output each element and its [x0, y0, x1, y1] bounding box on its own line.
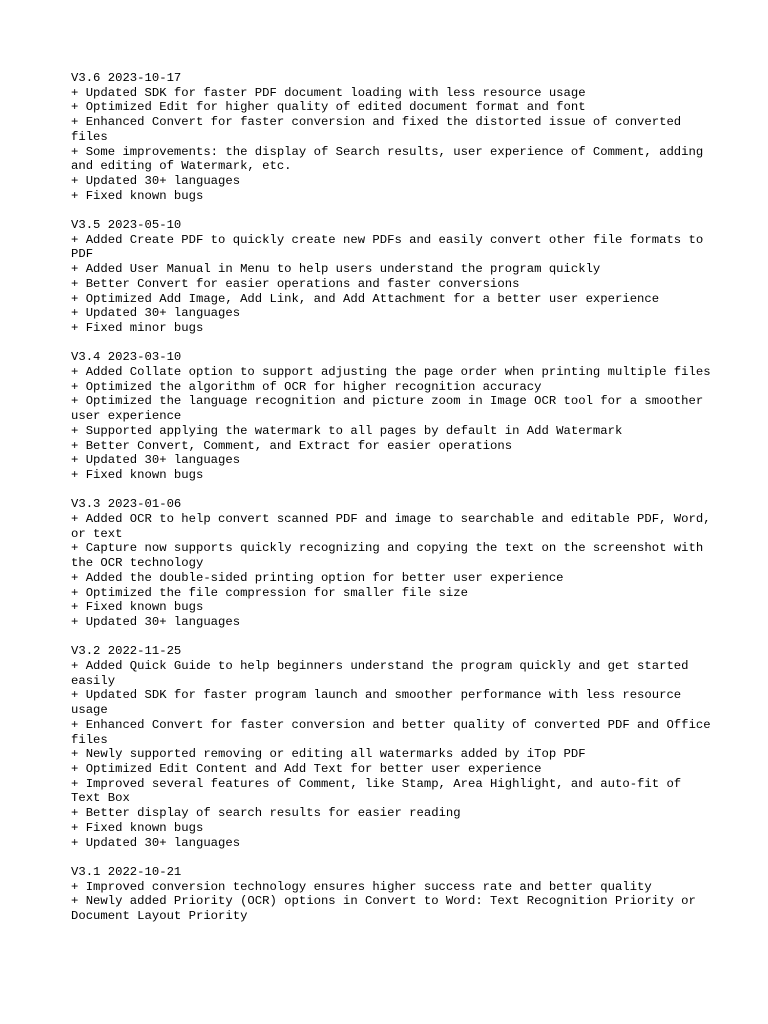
release-version-line: V3.4 2023-03-10: [71, 350, 182, 365]
release-note-item: + Optimized Add Image, Add Link, and Add Attachment for a better user experience: [71, 291, 660, 306]
release-note-item: + Fixed known bugs: [71, 820, 204, 835]
release-note-item: + Updated SDK for faster PDF document loading with less resource usage: [71, 85, 586, 100]
release-note-item: + Fixed known bugs: [71, 600, 204, 615]
release-version-line: V3.1 2022-10-21: [71, 864, 182, 879]
release-note-item: + Added User Manual in Menu to help users understand the program quickly: [71, 262, 601, 277]
release-note-item: + Added OCR to help convert scanned PDF and image to searchable and editable PDF, Word, or text: [71, 512, 718, 541]
release-note-item: + Enhanced Convert for faster conversion and fixed the distorted issue of converted files: [71, 115, 689, 144]
release-note-item: + Fixed minor bugs: [71, 320, 204, 335]
release-block: [71, 350, 711, 482]
release-note-item: + Optimized the file compression for smaller file size: [71, 585, 468, 600]
release-note-item: + Optimized the algorithm of OCR for higher recognition accuracy: [71, 379, 542, 394]
release-note-item: + Added Collate option to support adjusting the page order when printing multiple files: [71, 365, 711, 380]
release-note-item: + Updated SDK for faster program launch and smoother performance with less resource usage: [71, 688, 689, 718]
release-note-item: + Better display of search results for easier reading: [71, 806, 461, 821]
release-version-line: V3.3 2023-01-06: [71, 497, 182, 512]
release-note-item: + Fixed known bugs: [71, 188, 204, 203]
release-note-item: + Improved conversion technology ensures higher success rate and better quality: [71, 879, 652, 894]
release-block: [71, 497, 718, 629]
release-block: [71, 865, 711, 924]
release-note-item: + Newly added Priority (OCR) options in Convert to Word: Text Recognition Priority or Document Layout Priority: [71, 894, 704, 923]
release-note-item: + Better Convert for easier operations and faster conversions: [71, 276, 520, 291]
release-version-line: V3.6 2023-10-17: [71, 71, 182, 85]
release-note-item: + Some improvements: the display of Search results, user experience of Comment, adding and editing of Watermark, etc.: [71, 144, 711, 174]
release-note-item: + Added Create PDF to quickly create new PDFs and easily convert other file formats to PDF: [71, 232, 711, 262]
release-note-item: + Improved several features of Comment, like Stamp, Area Highlight, and auto-fit of Text Box: [71, 776, 689, 806]
release-note-item: + Updated 30+ languages: [71, 453, 241, 468]
release-block: [71, 218, 711, 336]
release-note-item: + Supported applying the watermark to all pages by default in Add Watermark: [71, 423, 623, 438]
release-version-line: V3.5 2023-05-10: [71, 218, 182, 233]
release-note-item: + Optimized the language recognition and picture zoom in Image OCR tool for a smoother user experience: [71, 394, 711, 424]
changelog: [71, 71, 718, 938]
release-note-item: + Newly supported removing or editing all watermarks added by iTop PDF: [71, 747, 586, 762]
release-note-item: + Enhanced Convert for faster conversion and better quality of converted PDF and Office files: [71, 717, 718, 747]
release-note-item: + Added Quick Guide to help beginners understand the program quickly and get started easily: [71, 659, 696, 688]
release-note-item: + Updated 30+ languages: [71, 173, 241, 188]
release-block: [71, 71, 711, 203]
release-version-line: V3.2 2022-11-25: [71, 644, 182, 659]
release-note-item: + Optimized Edit Content and Add Text for better user experience: [71, 761, 542, 776]
release-note-item: + Updated 30+ languages: [71, 306, 241, 321]
release-note-item: + Updated 30+ languages: [71, 614, 241, 629]
release-note-item: + Updated 30+ languages: [71, 835, 241, 850]
release-block: [71, 644, 718, 850]
release-note-item: + Better Convert, Comment, and Extract for easier operations: [71, 438, 513, 453]
release-note-item: + Optimized Edit for higher quality of edited document format and font: [71, 100, 586, 115]
release-note-item: + Added the double-sided printing option for better user experience: [71, 570, 564, 585]
release-note-item: + Capture now supports quickly recognizing and copying the text on the screenshot with the OCR technology: [71, 541, 711, 571]
release-note-item: + Fixed known bugs: [71, 467, 204, 482]
